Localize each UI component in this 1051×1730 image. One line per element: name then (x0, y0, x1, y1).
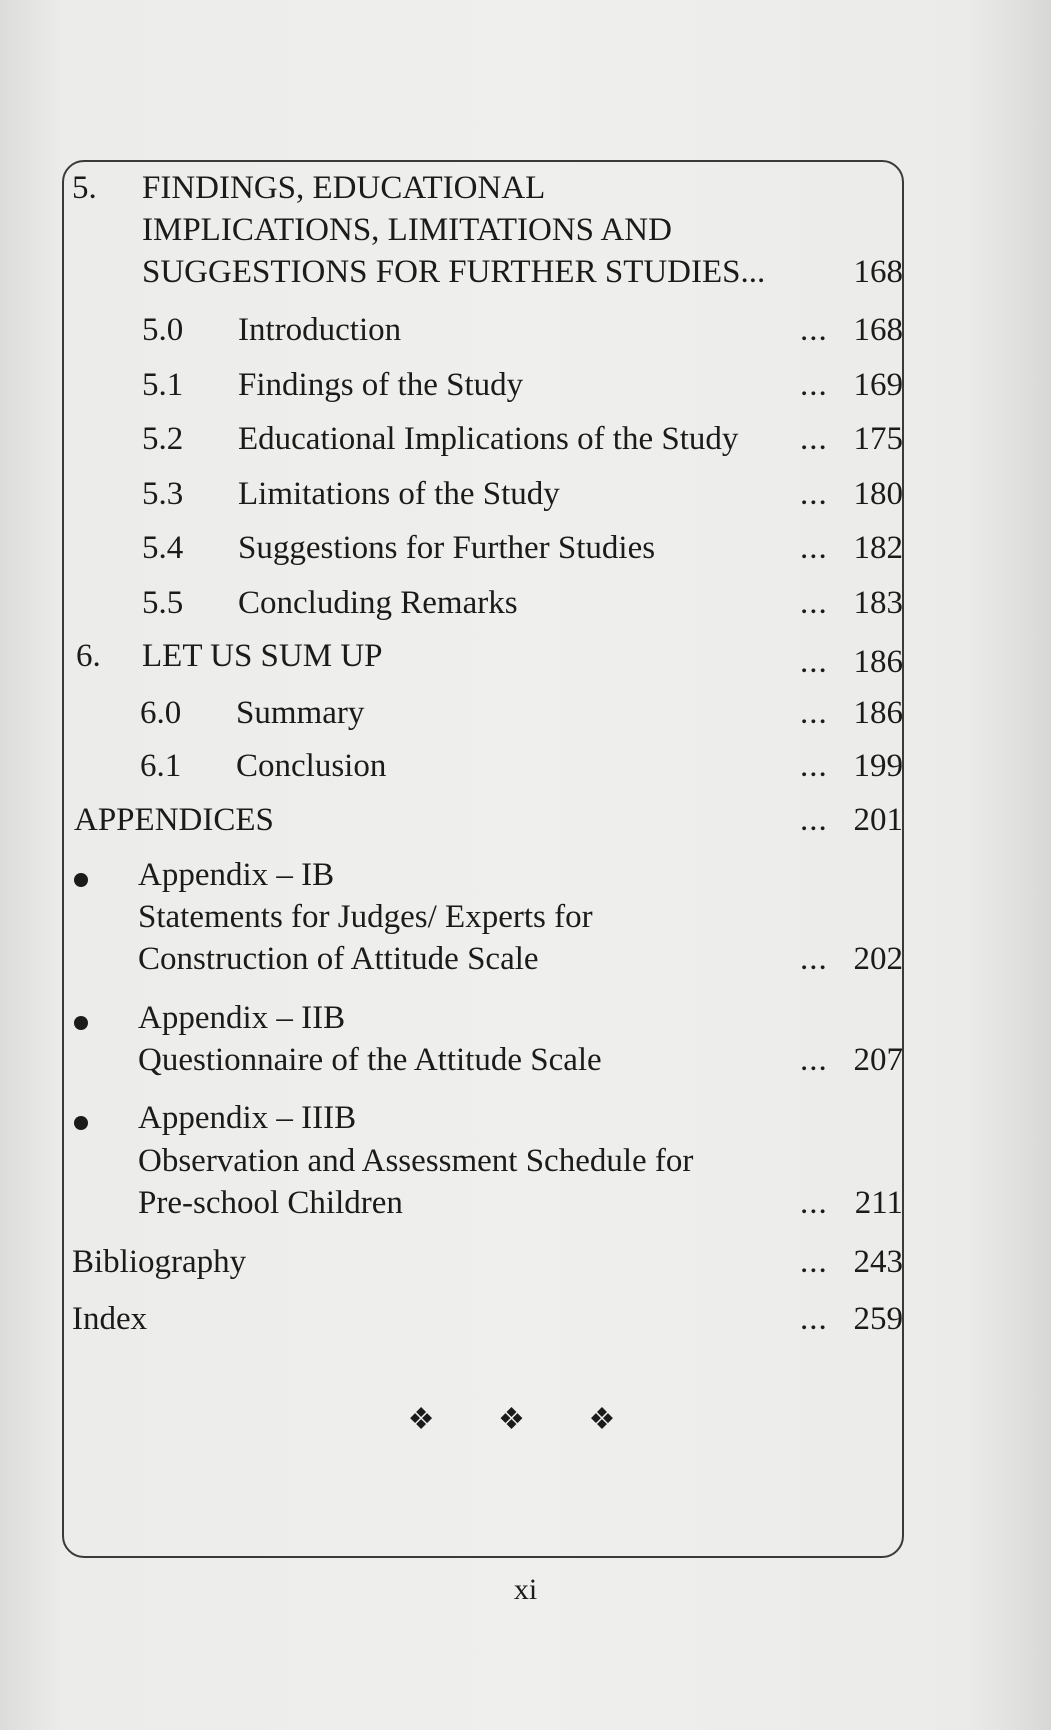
appendix-description: Pre-school Children (138, 1185, 403, 1221)
page-number: 182 (853, 530, 903, 566)
appendix-description: Statements for Judges/ Experts for (138, 899, 593, 935)
section-title: Limitations of the Study (238, 476, 560, 512)
leader-dots: ... (800, 421, 828, 457)
section-title: Conclusion (236, 748, 387, 784)
page-number: 201 (853, 802, 903, 838)
page-number: 259 (853, 1301, 903, 1337)
section-number: 6.0 (140, 695, 182, 731)
page-number: 175 (853, 421, 903, 457)
leader-dots: ... (800, 748, 828, 784)
leader-dots: ... (800, 1244, 828, 1280)
page-number: 186 (853, 695, 903, 731)
section-number: 5.1 (142, 367, 184, 403)
index-title: Index (72, 1301, 148, 1337)
appendix-label: Appendix – IIIB (138, 1100, 357, 1136)
page-number: 211 (854, 1185, 903, 1221)
section-number: 5.3 (142, 476, 184, 512)
leader-dots: ... (800, 802, 828, 838)
section-title: Introduction (238, 312, 402, 348)
section-title: Suggestions for Further Studies (238, 530, 656, 566)
section-number: 5.4 (142, 530, 184, 566)
leader-dots: ... (800, 695, 828, 731)
page-number: 168 (853, 312, 903, 348)
bullet-icon (74, 1116, 88, 1130)
leader-dots: ... (800, 476, 828, 512)
ornament-divider: ❖ ❖ ❖ (407, 1403, 644, 1436)
section-title: Concluding Remarks (238, 585, 518, 621)
page-number: 243 (853, 1244, 903, 1280)
bullet-icon (74, 1016, 88, 1030)
chapter-title-line: SUGGESTIONS FOR FURTHER STUDIES... (142, 254, 766, 290)
leader-dots: ... (800, 644, 828, 680)
leader-dots: ... (800, 1042, 828, 1078)
page-number: 183 (853, 585, 903, 621)
appendix-description: Observation and Assessment Schedule for (138, 1143, 694, 1179)
leader-dots: ... (800, 1301, 828, 1337)
section-number: 5.5 (142, 585, 184, 621)
leader-dots: ... (800, 1185, 828, 1221)
page-number: 168 (853, 254, 903, 290)
chapter-title-line: FINDINGS, EDUCATIONAL (142, 170, 546, 206)
leader-dots: ... (800, 367, 828, 403)
section-number: 6.1 (140, 748, 182, 784)
page-number: 202 (853, 941, 903, 977)
leader-dots: ... (800, 941, 828, 977)
page-number: 169 (853, 367, 903, 403)
appendix-label: Appendix – IB (138, 857, 335, 893)
leader-dots: ... (800, 585, 828, 621)
page-folio: xi (513, 1573, 538, 1606)
bibliography-title: Bibliography (72, 1244, 247, 1280)
appendix-description: Questionnaire of the Attitude Scale (138, 1042, 602, 1078)
page-number: 207 (853, 1042, 903, 1078)
leader-dots: ... (800, 312, 828, 348)
chapter-number: 6. (76, 638, 101, 674)
appendix-description: Construction of Attitude Scale (138, 941, 539, 977)
leader-dots: ... (800, 530, 828, 566)
page-number: 180 (853, 476, 903, 512)
section-title: Summary (236, 695, 365, 731)
section-number: 5.2 (142, 421, 184, 457)
bullet-icon (74, 873, 88, 887)
section-title: Educational Implications of the Study (238, 421, 739, 457)
chapter-number: 5. (72, 170, 97, 206)
appendices-title: APPENDICES (74, 802, 274, 838)
chapter-title-line: IMPLICATIONS, LIMITATIONS AND (142, 212, 672, 248)
section-title: Findings of the Study (238, 367, 524, 403)
section-number: 5.0 (142, 312, 184, 348)
appendix-label: Appendix – IIB (138, 1000, 346, 1036)
page-number: 186 (853, 644, 903, 680)
chapter-title: LET US SUM UP (142, 638, 383, 674)
page-number: 199 (853, 748, 903, 784)
